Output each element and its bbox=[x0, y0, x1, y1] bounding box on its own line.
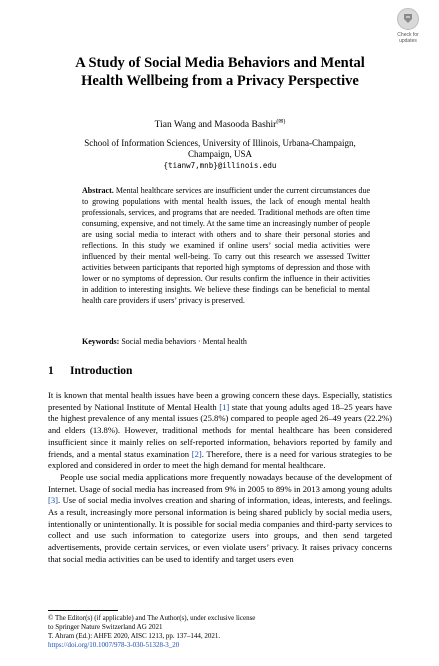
footer-line3: T. Ahram (Ed.): AHFE 2020, AISC 1213, pp. 137–144, 2021. bbox=[48, 632, 221, 640]
footer-line2: to Springer Nature Switzerland AG 2021 bbox=[48, 623, 163, 631]
author-email: {tianw7,mnb}@illinois.edu bbox=[163, 161, 277, 170]
title-line2: Health Wellbeing from a Privacy Perspective bbox=[81, 73, 359, 89]
citation-link-3[interactable]: [3] bbox=[48, 495, 59, 506]
abstract-label: Abstract. bbox=[82, 186, 114, 195]
body-text bbox=[48, 390, 392, 566]
paragraph-2 bbox=[48, 472, 392, 566]
copyright-footer bbox=[48, 614, 388, 650]
affiliation-line1: School of Information Sciences, University of Illinois, Urbana-Champaign, bbox=[84, 138, 356, 148]
badge-line1: Check for bbox=[397, 32, 419, 38]
footer-line1: © The Editor(s) (if applicable) and The Author(s), under exclusive license bbox=[48, 614, 256, 622]
doi-link[interactable]: https://doi.org/10.1007/978-3-030-51328-3_20 bbox=[48, 641, 180, 649]
footnote-divider bbox=[48, 610, 118, 611]
citation-link-1[interactable]: [1] bbox=[219, 401, 230, 412]
check-for-updates-icon bbox=[397, 8, 419, 30]
p1-text-b: state that young adults aged 18–25 years have the highest prevalence of any mental issues (25.8%) compared to people aged 26–49 years (22.2%) and elders (13.8%). However, traditional methods for mental healthcare has been considered insufficient since it mainly relies on self-reported information, behaviors reported by family and friends, and a mental status examination bbox=[48, 401, 392, 459]
p2-text-a: People use social media applications more frequently nowadays because of the development of Internet. Usage of social media has increased from 9% in 2005 to 89% in 2013 among young adults bbox=[48, 471, 392, 494]
section-number: 1 bbox=[48, 365, 54, 377]
p2-text-b: . Use of social media involves creation and sharing of information, ideas, interests, and feelings. As a result, increasingly more personal information is being shared publicly by social media users, intentionally or unintentionally. It is possible for social media companies and third-party services to collect and use such information to categorize users into groups, and then send targeted advertisements, provide certain services, or even violate users’ privacy. It raises privacy concerns that social media activities can be used to identify and target users even bbox=[48, 495, 392, 564]
section-title: Introduction bbox=[70, 365, 133, 377]
badge-line2: updates bbox=[399, 38, 417, 44]
author-names: Tian Wang and Masooda Bashir bbox=[154, 120, 277, 131]
check-for-updates-badge[interactable] bbox=[391, 8, 425, 46]
paragraph-1 bbox=[48, 390, 392, 472]
keywords bbox=[82, 336, 370, 347]
affiliation-line2: Champaign, USA bbox=[188, 149, 252, 159]
keywords-label: Keywords: bbox=[82, 337, 120, 346]
title-line1: A Study of Social Media Behaviors and Mental bbox=[75, 55, 365, 71]
p1-text-a: It is known that mental health issues have been a growing concern these days. Especially, statistics presented by National Institute of Mental Health bbox=[48, 390, 392, 412]
citation-link-2[interactable]: [2] bbox=[191, 448, 202, 459]
p1-text-c: . Therefore, there is a need for various strategies to be explored and considered in order to meet the high demand for mental healthcare. bbox=[48, 448, 392, 471]
section-heading bbox=[48, 364, 132, 378]
authors bbox=[60, 116, 380, 131]
abstract-text: Mental healthcare services are insufficient under the current circumstances due to growing populations with mental health issues, the lack of enough mental health professionals, services, and programs that are needed. Traditional methods are often time consuming, expensive, and not timely. At the same time an increasingly number of people are using social media to interact with others and to share their personal stories and reflections. In this study we examined if online users’ social media activities were influenced by their mental well-being. To carry out this research we assessed Twitter activities between participants that reported high symptoms of depression and those with lower or no symptoms of depression. Our results confirm the influence in their activities in addition to interesting insights. We believe these findings can be beneficial to mental health care providers if users’ privacy is preserved. bbox=[82, 186, 370, 305]
affiliation bbox=[60, 138, 380, 171]
keywords-text: Social media behaviors · Mental health bbox=[121, 337, 247, 346]
paper-title bbox=[40, 54, 400, 90]
abstract bbox=[82, 185, 370, 306]
corresponding-author-mark: (✉) bbox=[276, 119, 286, 125]
